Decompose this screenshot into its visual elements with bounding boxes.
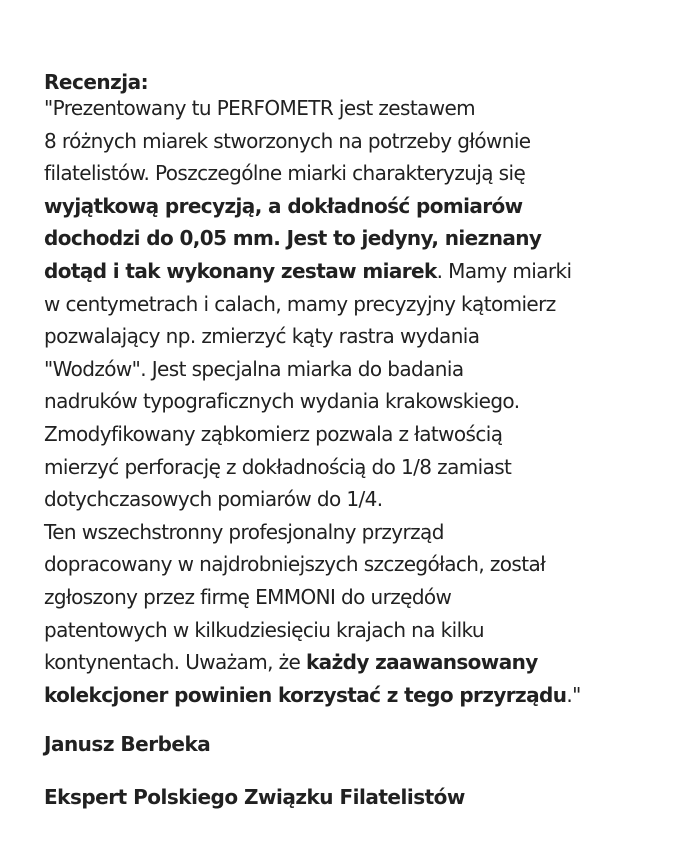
text: patentowych w kilkudziesięciu krajach na kilku xyxy=(44,617,484,642)
quote-line xyxy=(44,385,581,418)
text: mierzyć perforację z dokładnością do 1/8 zamiast xyxy=(44,454,512,479)
text: filatelistów. Poszczególne miarki charakteryzują się xyxy=(44,161,526,186)
bold-text: dochodzi do 0,05 mm. Jest to jedyny, nieznany xyxy=(44,226,542,251)
quote-line xyxy=(44,483,581,516)
text: Zmodyfikowany ząbkomierz pozwala z łatwością xyxy=(44,421,503,446)
quote-line xyxy=(44,92,581,125)
text: Ten wszechstronny profesjonalny przyrząd xyxy=(44,519,444,544)
quote-line xyxy=(44,222,581,255)
text: dopracowany w najdrobniejszych szczegółach, został xyxy=(44,552,546,577)
quote-line xyxy=(44,255,581,288)
review-quote xyxy=(44,92,581,711)
quote-line xyxy=(44,614,581,647)
bold-text: dotąd i tak wykonany zestaw miarek xyxy=(44,258,437,283)
bold-text: każdy zaawansowany xyxy=(305,650,538,675)
bold-text: wyjątkową precyzją, a dokładność pomiarów xyxy=(44,193,523,218)
quote-line xyxy=(44,451,581,484)
text: dotychczasowych pomiarów do 1/4. xyxy=(44,487,383,512)
text: kontynentach. Uważam, że xyxy=(44,650,306,675)
text: zgłoszony przez firmę EMMONI do urzędów xyxy=(44,584,452,609)
quote-line xyxy=(44,157,581,190)
text: pozwalający np. zmierzyć kąty rastra wydania xyxy=(44,324,480,349)
quote-line xyxy=(44,320,581,353)
quote-line xyxy=(44,125,581,158)
text: "Wodzów". Jest specjalna miarka do badania xyxy=(44,356,464,381)
quote-line xyxy=(44,646,581,679)
quote-line xyxy=(44,418,581,451)
review-author-title: Ekspert Polskiego Związku Filatelistów xyxy=(44,785,465,809)
quote-line xyxy=(44,288,581,321)
bold-text: kolekcjoner powinien korzystać z tego przyrządu xyxy=(44,682,567,707)
quote-line xyxy=(44,353,581,386)
quote-line xyxy=(44,679,581,712)
text: ." xyxy=(566,682,581,707)
text: . Mamy miarki xyxy=(436,258,572,283)
review-author: Janusz Berbeka xyxy=(44,732,211,756)
text: nadruków typograficznych wydania krakowskiego. xyxy=(44,389,520,414)
quote-line xyxy=(44,581,581,614)
text: w centymetrach i calach, mamy precyzyjny kątomierz xyxy=(44,291,556,316)
quote-line xyxy=(44,516,581,549)
text: 8 różnych miarek stworzonych na potrzeby głównie xyxy=(44,128,531,153)
quote-line xyxy=(44,190,581,223)
text: "Prezentowany tu PERFOMETR jest zestawem xyxy=(44,96,476,120)
quote-line xyxy=(44,548,581,581)
review-heading: Recenzja: xyxy=(44,70,149,94)
